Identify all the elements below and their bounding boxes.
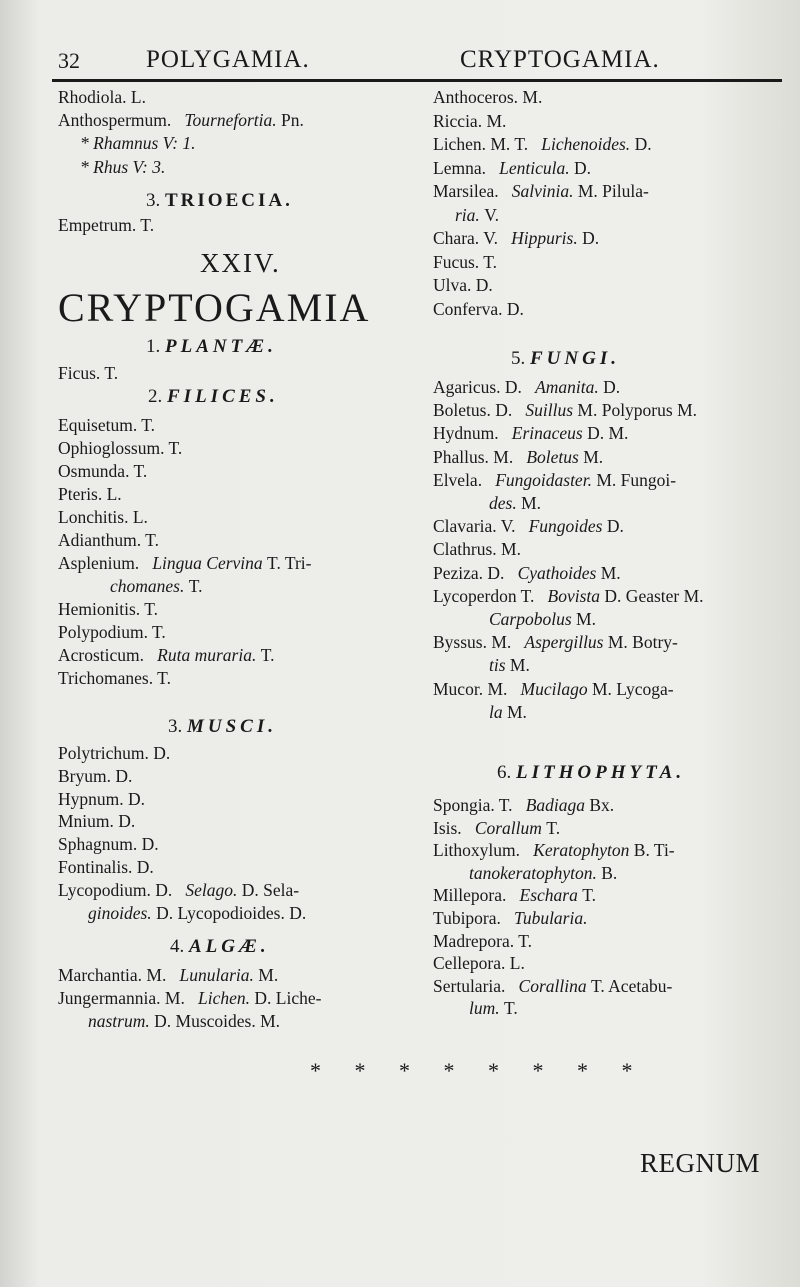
entry-line bbox=[88, 1010, 280, 1032]
entry-name: Conferva. D. bbox=[433, 298, 524, 319]
entry-line bbox=[58, 742, 170, 764]
entry-line bbox=[433, 975, 672, 997]
entry-name: Hypnum. D. bbox=[58, 788, 146, 809]
entry-authority: B. Ti- bbox=[633, 840, 675, 861]
entry-line: Ficus. T. bbox=[58, 363, 119, 383]
entry-name: Pteris. L. bbox=[58, 484, 122, 504]
entry-name: Peziza. D. bbox=[433, 562, 505, 583]
entry-synonym: ria. bbox=[455, 204, 480, 225]
entry-line bbox=[58, 460, 147, 482]
entry-authority: M. bbox=[600, 562, 621, 583]
entry-authority: M. bbox=[583, 446, 604, 467]
entry-line bbox=[433, 157, 591, 179]
entry-authority: M. bbox=[509, 655, 530, 676]
entry-synonym: des. bbox=[489, 493, 517, 513]
entry-synonym: Hippuris. bbox=[511, 228, 578, 248]
section-heading-lithophyta: 6. LITHOPHYTA. bbox=[497, 762, 686, 783]
entry-line bbox=[58, 552, 311, 574]
entry-line bbox=[58, 414, 155, 436]
entry-line bbox=[433, 469, 676, 491]
entry-synonym: nastrum. bbox=[88, 1011, 150, 1031]
entry-line bbox=[58, 437, 182, 459]
entry-name: Boletus. D. bbox=[433, 400, 513, 421]
entry-synonym: Keratophyton bbox=[533, 840, 630, 861]
entry-name: Clavaria. V. bbox=[433, 516, 516, 537]
entry-authority: M. Polyporus M. bbox=[577, 400, 698, 421]
entry-name: Agaricus. D. bbox=[433, 377, 522, 397]
entry-line bbox=[433, 930, 532, 952]
entry-line bbox=[433, 446, 603, 468]
entry-authority: D. bbox=[603, 377, 621, 397]
entry-line bbox=[433, 422, 628, 444]
entry-name: Asplenium. bbox=[58, 553, 140, 573]
entry-synonym: lum. bbox=[469, 998, 500, 1019]
entry-line bbox=[489, 701, 527, 723]
entry-synonym: Suillus bbox=[525, 400, 574, 421]
entry-synonym: Boletus bbox=[526, 446, 579, 467]
entry-line bbox=[489, 492, 541, 514]
entry-synonym: Bovista bbox=[547, 585, 601, 606]
entry-line bbox=[433, 678, 674, 700]
entry-line bbox=[433, 227, 599, 249]
entry-synonym: Lingua Cervina bbox=[152, 553, 263, 573]
entry-authority: T. bbox=[582, 885, 596, 906]
entry-line bbox=[433, 562, 621, 584]
entry-authority: M. Botry- bbox=[607, 632, 678, 653]
entry-line bbox=[58, 964, 278, 986]
entry-authority: T. bbox=[188, 576, 203, 596]
entry-authority: D. M. bbox=[587, 423, 629, 444]
entry-authority: D. bbox=[573, 157, 591, 178]
entry-line bbox=[58, 529, 159, 551]
entry-line bbox=[469, 862, 617, 884]
entry-name: Osmunda. T. bbox=[58, 461, 148, 481]
entry-line bbox=[489, 654, 530, 676]
section-heading-algae: 4. ALGÆ. bbox=[170, 936, 270, 957]
section-heading-fungi: 5. FUNGI. bbox=[511, 348, 620, 369]
entry-name: Millepora. bbox=[433, 885, 507, 906]
entry-name: Lithoxylum. bbox=[433, 840, 521, 861]
entry-line bbox=[455, 204, 499, 226]
entry-synonym: Amanita. bbox=[535, 377, 599, 397]
entry-synonym: chomanes. bbox=[110, 576, 185, 596]
entry-name: Elvela. bbox=[433, 469, 483, 490]
entry-line bbox=[433, 376, 620, 398]
entry-name: Lonchitis. L. bbox=[58, 507, 148, 527]
entry-name: Sphagnum. D. bbox=[58, 834, 159, 855]
entry-authority: M. Pilula- bbox=[577, 181, 649, 201]
entry-authority: D. Muscoides. M. bbox=[154, 1011, 281, 1031]
entry-name: Mnium. D. bbox=[58, 811, 136, 832]
entry-authority: D. Lycopodioides. D. bbox=[156, 902, 307, 923]
entry-name: Lycoperdon T. bbox=[433, 585, 535, 606]
entry-synonym: Lichen. bbox=[197, 988, 250, 1008]
entry-synonym: Fungoides bbox=[528, 516, 603, 537]
entry-name: Equisetum. T. bbox=[58, 415, 156, 435]
entry-authority: D. bbox=[634, 134, 652, 154]
entry-synonym: Fungoidaster. bbox=[495, 469, 592, 490]
entry-line bbox=[433, 110, 506, 132]
entry-synonym: tis bbox=[489, 655, 506, 676]
entry-synonym: Carpobolus bbox=[489, 609, 572, 629]
entry-line bbox=[433, 794, 614, 816]
entry-name: Phallus. M. bbox=[433, 446, 514, 467]
entry-line bbox=[58, 833, 159, 855]
entry-synonym: tanokeratophyton. bbox=[469, 862, 597, 883]
entry-name: Fontinalis. D. bbox=[58, 857, 154, 877]
entry-name: Hemionitis. T. bbox=[58, 599, 158, 619]
entry-line bbox=[433, 631, 678, 653]
entry-name: Ophioglossum. T. bbox=[58, 438, 183, 458]
entry-name: Marsilea. bbox=[433, 181, 499, 201]
header-left-title: POLYGAMIA. bbox=[146, 46, 310, 73]
entry-name: Marchantia. M. bbox=[58, 965, 167, 985]
entry-name: Trichomanes. T. bbox=[58, 668, 171, 688]
entry-name: Cellepora. L. bbox=[433, 953, 525, 974]
entry-line bbox=[433, 907, 587, 929]
entry-line: * Rhus V: 3. bbox=[80, 157, 166, 177]
entry-line bbox=[58, 598, 158, 620]
entry-synonym: Lichenoides. bbox=[541, 134, 631, 154]
entry-name: Byssus. M. bbox=[433, 632, 512, 653]
entry-synonym: Ruta muraria. bbox=[157, 645, 257, 665]
entry-synonym: ginoides. bbox=[88, 902, 152, 923]
entry-authority: M. bbox=[576, 609, 596, 629]
entry-line bbox=[58, 667, 171, 689]
entry-line bbox=[433, 817, 560, 839]
entry-authority: M. Lycoga- bbox=[591, 678, 674, 699]
entry-name: Jungermannia. M. bbox=[58, 988, 185, 1008]
entry-line bbox=[433, 251, 497, 273]
entry-synonym: Tubularia. bbox=[514, 908, 588, 928]
entry-line bbox=[58, 506, 148, 528]
entry-authority: T. bbox=[504, 998, 518, 1019]
entry-name: Adianthum. T. bbox=[58, 530, 159, 550]
entry-synonym: Corallina bbox=[518, 975, 587, 996]
entry-authority: T. bbox=[260, 645, 275, 665]
entry-line bbox=[88, 902, 306, 924]
section-heading-trioecia: 3. TRIOECIA. bbox=[146, 190, 293, 211]
entry-line bbox=[433, 86, 542, 108]
entry-line bbox=[58, 765, 132, 787]
entry-synonym: Erinaceus bbox=[511, 423, 583, 444]
entry-name: Polytrichum. D. bbox=[58, 743, 171, 763]
entry-authority: T. bbox=[546, 817, 561, 838]
entry-synonym: Lenticula. bbox=[499, 157, 570, 178]
entry-line bbox=[433, 515, 624, 537]
entry-line: Rhodiola. L. bbox=[58, 87, 146, 107]
entry-synonym: Eschara bbox=[519, 885, 578, 906]
entry-line bbox=[433, 298, 524, 320]
entry-name: Clathrus. M. bbox=[433, 539, 521, 560]
entry-synonym: Mucilago bbox=[520, 678, 588, 699]
entry-name: Tubipora. bbox=[433, 908, 501, 928]
entry-line bbox=[433, 585, 704, 607]
entry-synonym: Cyathoides bbox=[517, 562, 597, 583]
entry-line bbox=[58, 483, 122, 505]
entry-synonym: Salvinia. bbox=[511, 181, 574, 201]
entry-authority: M. bbox=[258, 965, 279, 985]
entry-name: Ulva. D. bbox=[433, 275, 493, 295]
entry-synonym: Lunularia. bbox=[179, 965, 254, 985]
end-ornament: * * * * * * * * bbox=[310, 1058, 647, 1083]
header-right-title: CRYPTOGAMIA. bbox=[460, 46, 660, 73]
entry-authority: D. Geaster M. bbox=[604, 585, 704, 606]
entry-line bbox=[433, 839, 675, 861]
entry-line bbox=[433, 538, 521, 560]
entry-name: Hydnum. bbox=[433, 423, 499, 444]
entry-line bbox=[58, 879, 299, 901]
entry-synonym: Corallum bbox=[474, 817, 542, 838]
entry-line bbox=[58, 856, 154, 878]
entry-line bbox=[58, 987, 321, 1009]
entry-line bbox=[433, 884, 596, 906]
entry-authority: B. bbox=[601, 862, 618, 883]
page-number: 32 bbox=[58, 48, 80, 73]
entry-name: Lemna. bbox=[433, 157, 486, 178]
entry-authority: D. Sela- bbox=[241, 879, 300, 900]
class-title: CRYPTOGAMIA bbox=[58, 285, 371, 330]
entry-name: Spongia. T. bbox=[433, 795, 513, 815]
entry-line bbox=[110, 575, 203, 597]
entry-line bbox=[58, 644, 275, 666]
entry-authority: T. Tri- bbox=[267, 553, 312, 573]
entry-name: Anthoceros. M. bbox=[433, 87, 543, 107]
entry-authority: D. bbox=[582, 228, 600, 248]
entry-line bbox=[433, 180, 649, 202]
entry-line: Empetrum. T. bbox=[58, 215, 155, 235]
entry-synonym: Badiaga bbox=[525, 795, 585, 815]
entry-line: Anthospermum. Tournefortia. Pn. bbox=[58, 110, 304, 130]
entry-line bbox=[433, 952, 525, 974]
entry-authority: D. Liche- bbox=[254, 988, 322, 1008]
entry-name: Lycopodium. D. bbox=[58, 879, 173, 900]
entry-authority: T. Acetabu- bbox=[590, 975, 673, 996]
entry-name: Madrepora. T. bbox=[433, 930, 532, 951]
entry-authority: D. bbox=[606, 516, 624, 537]
entry-line bbox=[469, 997, 518, 1019]
entry-name: Polypodium. T. bbox=[58, 622, 166, 642]
entry-name: Sertularia. bbox=[433, 975, 506, 996]
entry-authority: V. bbox=[484, 204, 499, 225]
class-number: XXIV. bbox=[200, 248, 281, 278]
entry-line: * Rhamnus V: 1. bbox=[80, 133, 196, 153]
entry-name: Lichen. M. T. bbox=[433, 134, 529, 154]
entry-name: Riccia. M. bbox=[433, 110, 507, 131]
entry-authority: Bx. bbox=[589, 795, 615, 815]
entry-name: Bryum. D. bbox=[58, 765, 133, 786]
entry-line bbox=[489, 608, 596, 630]
entry-name: Isis. bbox=[433, 817, 462, 838]
header-rule bbox=[52, 79, 782, 82]
entry-line bbox=[58, 810, 135, 832]
entry-line bbox=[433, 274, 493, 296]
entry-synonym: Selago. bbox=[185, 879, 238, 900]
entry-name: Mucor. M. bbox=[433, 678, 508, 699]
entry-synonym: la bbox=[489, 701, 503, 722]
section-heading-filices: 2. FILICES. bbox=[148, 386, 279, 407]
entry-synonym: Aspergillus bbox=[524, 632, 604, 653]
entry-authority: M. bbox=[521, 493, 542, 513]
entry-name: Fucus. T. bbox=[433, 251, 498, 272]
entry-name: Chara. V. bbox=[433, 228, 498, 248]
catchword: REGNUM bbox=[640, 1148, 761, 1178]
section-heading-musci: 3. MUSCI. bbox=[168, 716, 277, 737]
entry-line bbox=[58, 788, 145, 810]
entry-line bbox=[58, 621, 166, 643]
entry-authority: M. Fungoi- bbox=[596, 469, 677, 490]
entry-line bbox=[433, 133, 652, 155]
entry-line bbox=[433, 399, 697, 421]
entry-authority: M. bbox=[507, 701, 527, 722]
section-heading-plantae: 1. PLANTÆ. bbox=[146, 336, 277, 357]
entry-name: Acrosticum. bbox=[58, 645, 145, 665]
running-header bbox=[58, 40, 788, 80]
